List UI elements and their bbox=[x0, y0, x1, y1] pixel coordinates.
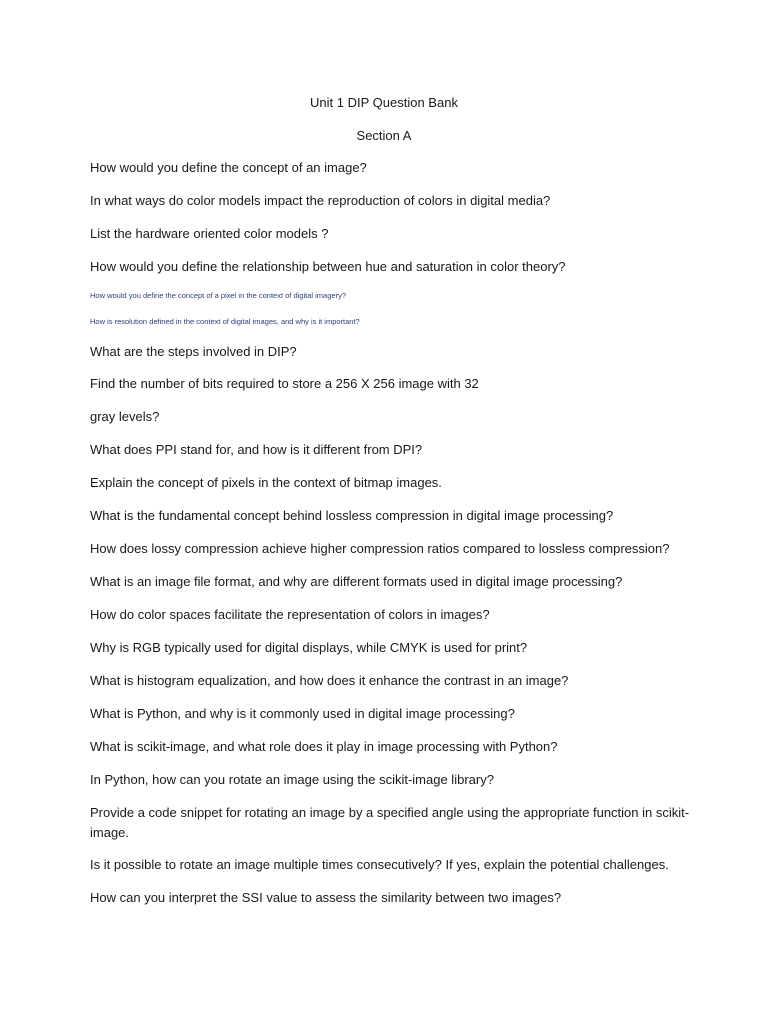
question-item: How does lossy compression achieve higher compression ratios compared to lossless compression? bbox=[90, 541, 670, 556]
question-item: Why is RGB typically used for digital displays, while CMYK is used for print? bbox=[90, 640, 528, 655]
question-item-small: How would you define the concept of a pixel in the context of digital imagery? bbox=[90, 291, 346, 300]
question-item: Provide a code snippet for rotating an image by a specified angle using the appropriate function in scikit-image. bbox=[90, 805, 690, 840]
question-item: In what ways do color models impact the reproduction of colors in digital media? bbox=[90, 193, 551, 208]
question-item: gray levels? bbox=[90, 409, 160, 424]
question-item: How can you interpret the SSI value to assess the similarity between two images? bbox=[90, 890, 562, 905]
question-item: What are the steps involved in DIP? bbox=[90, 344, 297, 359]
question-item: List the hardware oriented color models ? bbox=[90, 226, 329, 241]
page-title: Unit 1 DIP Question Bank bbox=[310, 95, 458, 110]
question-item: What is Python, and why is it commonly used in digital image processing? bbox=[90, 706, 515, 721]
question-item: Find the number of bits required to store a 256 X 256 image with 32 bbox=[90, 376, 479, 391]
section-heading: Section A bbox=[356, 128, 412, 143]
question-item: How would you define the concept of an image? bbox=[90, 160, 367, 175]
question-item: What is the fundamental concept behind lossless compression in digital image processing? bbox=[90, 508, 614, 523]
question-item: How do color spaces facilitate the representation of colors in images? bbox=[90, 607, 490, 622]
question-item: What is histogram equalization, and how does it enhance the contrast in an image? bbox=[90, 673, 569, 688]
question-item: What is scikit-image, and what role does it play in image processing with Python? bbox=[90, 739, 558, 754]
question-item-small: How is resolution defined in the context of digital images, and why is it important? bbox=[90, 317, 360, 326]
question-item: What is an image file format, and why are different formats used in digital image processing? bbox=[90, 574, 623, 589]
question-item: Explain the concept of pixels in the context of bitmap images. bbox=[90, 475, 442, 490]
question-item: How would you define the relationship between hue and saturation in color theory? bbox=[90, 259, 566, 274]
question-item: Is it possible to rotate an image multiple times consecutively? If yes, explain the potential challenges. bbox=[90, 857, 669, 872]
question-item: In Python, how can you rotate an image using the scikit-image library? bbox=[90, 772, 494, 787]
question-item: What does PPI stand for, and how is it different from DPI? bbox=[90, 442, 423, 457]
